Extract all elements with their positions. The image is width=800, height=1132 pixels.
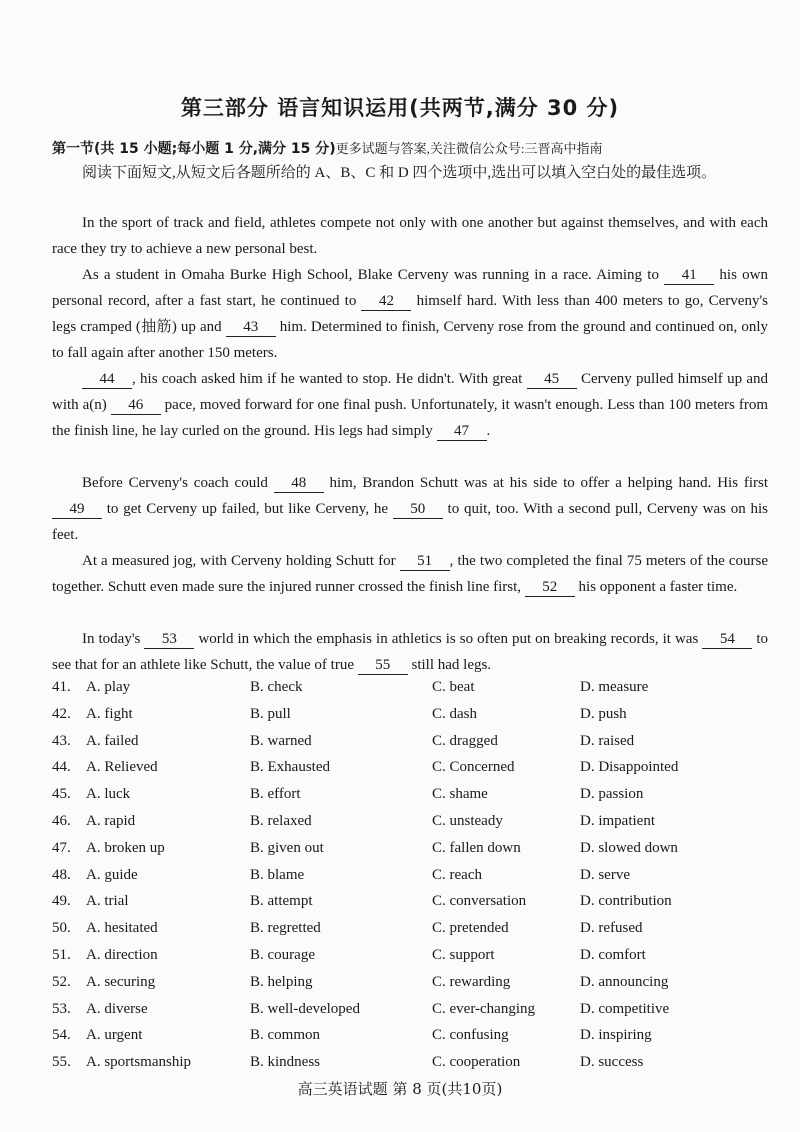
option-d: D. inspiring bbox=[580, 1027, 652, 1044]
question-number: 50. bbox=[52, 920, 71, 937]
blank-54: 54 bbox=[702, 630, 752, 649]
option-d: D. push bbox=[580, 705, 627, 722]
blank-46: 46 bbox=[111, 396, 161, 415]
passage-text: him. Determined to finish, Cerveny rose from the ground and continued on, only to fall again after another 150 meters. bbox=[52, 319, 768, 361]
option-b: B. effort bbox=[250, 786, 301, 803]
question-row-52 bbox=[52, 974, 768, 1001]
question-number: 48. bbox=[52, 866, 71, 883]
option-a: A. hesitated bbox=[86, 920, 158, 937]
question-row-43 bbox=[52, 733, 768, 760]
option-a: A. play bbox=[86, 679, 131, 695]
option-b: B. courage bbox=[250, 946, 315, 963]
option-d: D. Disappointed bbox=[580, 759, 679, 776]
option-b: B. pull bbox=[250, 705, 291, 722]
option-a: A. trial bbox=[86, 893, 129, 910]
option-d: D. contribution bbox=[580, 893, 672, 910]
option-d: D. success bbox=[580, 1054, 644, 1071]
question-row-46 bbox=[52, 813, 768, 840]
option-c: C. shame bbox=[432, 786, 488, 803]
question-row-53 bbox=[52, 1001, 768, 1028]
blank-42: 42 bbox=[361, 292, 411, 311]
passage-paragraph-4 bbox=[52, 470, 768, 548]
question-row-45 bbox=[52, 786, 768, 813]
option-a: A. securing bbox=[86, 973, 156, 990]
question-number: 49. bbox=[52, 893, 71, 910]
passage-text: Before Cerveny's coach could bbox=[82, 475, 268, 491]
instruction-text: 阅读下面短文,从短文后各题所给的 A、B、C 和 D 四个选项中,选出可以填入空白处的最佳选项。 bbox=[82, 165, 717, 181]
option-a: A. Relieved bbox=[86, 759, 158, 776]
passage-paragraph-5 bbox=[52, 548, 768, 600]
question-number: 52. bbox=[52, 973, 71, 990]
option-b: B. relaxed bbox=[250, 812, 312, 829]
blank-52: 52 bbox=[525, 578, 575, 597]
option-b: B. helping bbox=[250, 973, 313, 990]
passage-text: pace, moved forward for one final push. Unfortunately, it wasn't enough. Less than 100 meters from the finish line, he lay curled on the ground. His legs had simply bbox=[52, 397, 768, 439]
option-b: B. Exhausted bbox=[250, 759, 330, 776]
option-c: C. rewarding bbox=[432, 973, 511, 990]
option-c: C. beat bbox=[432, 679, 475, 695]
answer-options bbox=[52, 679, 768, 1081]
option-b: B. given out bbox=[250, 839, 324, 856]
option-d: D. raised bbox=[580, 732, 635, 749]
option-a: A. luck bbox=[86, 786, 131, 803]
question-number: 46. bbox=[52, 812, 71, 829]
option-c: C. dash bbox=[432, 705, 477, 722]
option-a: A. fight bbox=[86, 705, 133, 722]
option-d: D. measure bbox=[580, 679, 649, 695]
question-row-50 bbox=[52, 920, 768, 947]
page-footer: 高三英语试题 第 8 页(共10页) bbox=[297, 1080, 503, 1098]
blank-49: 49 bbox=[52, 500, 102, 519]
option-d: D. refused bbox=[580, 920, 643, 937]
passage-text: world in which the emphasis in athletics is so often put on breaking records, it was bbox=[198, 631, 699, 647]
question-number: 53. bbox=[52, 1000, 71, 1017]
option-d: D. comfort bbox=[580, 946, 646, 963]
blank-41: 41 bbox=[664, 266, 714, 285]
passage-text: At a measured jog, with Cerveny holding Schutt for bbox=[82, 553, 396, 569]
option-b: B. blame bbox=[250, 866, 305, 883]
question-row-42 bbox=[52, 706, 768, 733]
question-number: 45. bbox=[52, 786, 71, 803]
passage-text: , the two completed the final 75 meters of the course together. Schutt even made sure the injured runner crossed the finish line first, bbox=[52, 553, 768, 595]
option-c: C. cooperation bbox=[432, 1054, 521, 1071]
question-row-54 bbox=[52, 1027, 768, 1054]
option-b: B. common bbox=[250, 1027, 320, 1044]
passage-text: , his coach asked him if he wanted to stop. He didn't. With great bbox=[132, 371, 523, 387]
question-number: 41. bbox=[52, 679, 71, 695]
question-row-41 bbox=[52, 679, 768, 706]
passage-text: Cerveny pulled himself up and with a(n) bbox=[52, 371, 769, 413]
option-c: C. unsteady bbox=[432, 812, 503, 829]
option-c: C. ever-changing bbox=[432, 1000, 535, 1017]
passage-paragraph-1: In the sport of track and field, athletes compete not only with one another but against themselves, and with each race they try to achieve a new personal best. bbox=[52, 215, 768, 257]
option-a: A. rapid bbox=[86, 812, 136, 829]
question-row-51 bbox=[52, 947, 768, 974]
question-row-44 bbox=[52, 759, 768, 786]
option-a: A. broken up bbox=[86, 839, 165, 856]
question-row-47 bbox=[52, 840, 768, 867]
option-c: C. reach bbox=[432, 866, 482, 883]
option-c: C. fallen down bbox=[432, 839, 521, 856]
blank-53: 53 bbox=[144, 630, 194, 649]
section-label: 第一节(共 15 小题;每小题 1 分,满分 15 分) bbox=[52, 141, 336, 157]
option-b: B. kindness bbox=[250, 1054, 321, 1071]
question-number: 51. bbox=[52, 946, 71, 963]
option-a: A. guide bbox=[86, 866, 138, 883]
option-a: A. sportsmanship bbox=[86, 1054, 191, 1071]
blank-48: 48 bbox=[274, 474, 324, 493]
question-number: 42. bbox=[52, 705, 71, 722]
blank-43: 43 bbox=[226, 318, 276, 337]
passage-text: As a student in Omaha Burke High School, Blake Cerveny was running in a race. Aiming to bbox=[82, 267, 659, 283]
question-row-55 bbox=[52, 1054, 768, 1081]
option-b: B. attempt bbox=[250, 893, 313, 910]
option-b: B. check bbox=[250, 679, 303, 695]
blank-47: 47 bbox=[437, 422, 487, 441]
question-row-48 bbox=[52, 867, 768, 894]
passage-text: In today's bbox=[82, 631, 141, 647]
blank-50: 50 bbox=[393, 500, 443, 519]
option-c: C. confusing bbox=[432, 1027, 509, 1044]
question-number: 43. bbox=[52, 732, 71, 749]
option-d: D. competitive bbox=[580, 1000, 670, 1017]
passage-paragraph-2 bbox=[52, 262, 768, 366]
option-d: D. serve bbox=[580, 866, 630, 883]
option-b: B. regretted bbox=[250, 920, 321, 937]
option-a: A. failed bbox=[86, 732, 139, 749]
blank-45: 45 bbox=[527, 370, 577, 389]
blank-51: 51 bbox=[400, 552, 450, 571]
option-c: C. support bbox=[432, 946, 495, 963]
option-b: B. well-developed bbox=[250, 1000, 360, 1017]
section-header bbox=[52, 138, 772, 158]
question-number: 44. bbox=[52, 759, 71, 776]
option-d: D. announcing bbox=[580, 973, 669, 990]
option-a: A. diverse bbox=[86, 1000, 148, 1017]
blank-44: 44 bbox=[82, 370, 132, 389]
passage-paragraph-6 bbox=[52, 626, 768, 678]
option-a: A. direction bbox=[86, 946, 158, 963]
passage-text: his own personal record, after a fast start, he continued to bbox=[52, 267, 768, 309]
passage-text: to quit, too. With a second pull, Cerveny was on his feet. bbox=[52, 501, 768, 543]
blank-55: 55 bbox=[358, 656, 408, 675]
question-number: 54. bbox=[52, 1027, 71, 1044]
passage-text: . bbox=[486, 423, 491, 439]
option-c: C. conversation bbox=[432, 893, 527, 910]
part-title: 第三部分 语言知识运用(共两节,满分 30 分) bbox=[180, 96, 620, 120]
passage-text: to get Cerveny up failed, but like Cerveny, he bbox=[106, 501, 388, 517]
passage-text: still had legs. bbox=[411, 657, 492, 673]
option-d: D. slowed down bbox=[580, 839, 678, 856]
passage-text: him, Brandon Schutt was at his side to offer a helping hand. His first bbox=[329, 475, 769, 491]
question-number: 47. bbox=[52, 839, 71, 856]
option-c: C. pretended bbox=[432, 920, 509, 937]
passage-text: his opponent a faster time. bbox=[578, 579, 738, 595]
option-a: A. urgent bbox=[86, 1027, 143, 1044]
passage-text: himself hard. With less than 400 meters to go, Cerveny's legs cramped (抽筋) up and bbox=[52, 293, 768, 335]
passage-paragraph-3 bbox=[52, 366, 768, 444]
passage-text: to see that for an athlete like Schutt, the value of true bbox=[52, 631, 769, 673]
option-b: B. warned bbox=[250, 732, 312, 749]
question-row-49 bbox=[52, 893, 768, 920]
question-number: 55. bbox=[52, 1054, 71, 1071]
option-c: C. dragged bbox=[432, 732, 498, 749]
option-c: C. Concerned bbox=[432, 759, 515, 776]
promo-text: 更多试题与答案,关注微信公众号:三晋高中指南 bbox=[335, 141, 603, 156]
option-d: D. passion bbox=[580, 786, 644, 803]
option-d: D. impatient bbox=[580, 812, 655, 829]
